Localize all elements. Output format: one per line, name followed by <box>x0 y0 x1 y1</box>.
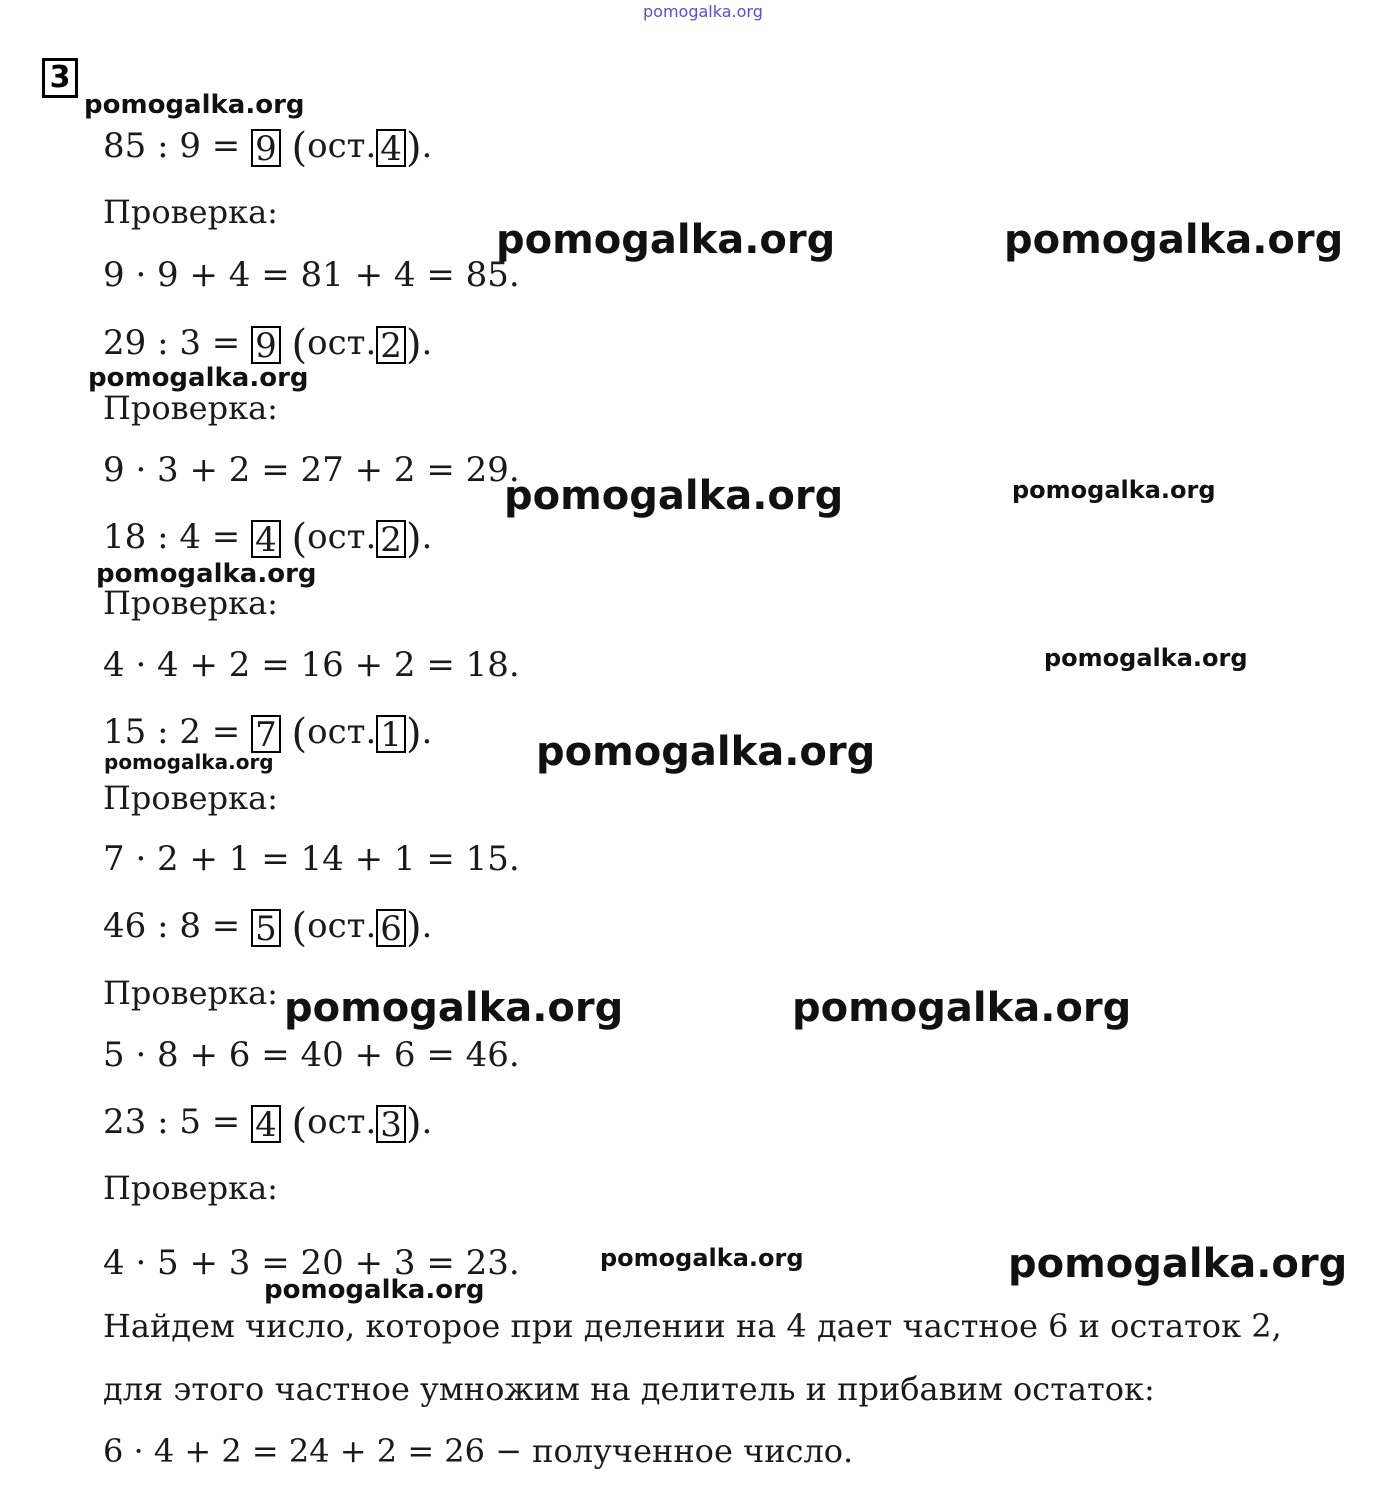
watermark: pomogalka.org <box>1044 644 1248 672</box>
remainder-box: 2 <box>376 520 406 558</box>
dividend: 85 <box>103 126 147 166</box>
quotient-box: 4 <box>251 520 281 558</box>
divisor: 4 <box>179 517 201 557</box>
divisor: 8 <box>179 906 201 946</box>
check-label-4: Проверка: <box>103 779 278 817</box>
remainder-label: ост. <box>307 712 377 752</box>
check-label-1: Проверка: <box>103 193 278 231</box>
quotient-box: 9 <box>251 129 281 167</box>
watermark: pomogalka.org <box>1012 476 1216 504</box>
task-number: 3 <box>42 58 78 98</box>
check-label-2: Проверка: <box>103 389 278 427</box>
dividend: 23 <box>103 1102 147 1142</box>
watermark: pomogalka.org <box>504 473 844 519</box>
watermark: pomogalka.org <box>496 217 836 263</box>
remainder-label: ост. <box>307 126 377 166</box>
watermark: pomogalka.org <box>1004 217 1344 263</box>
top-watermark: pomogalka.org <box>643 2 763 21</box>
division-line-2: 29 : 3 = 9 (ост. 2 ). <box>103 322 433 368</box>
remainder-box: 4 <box>376 129 406 167</box>
remainder-box: 6 <box>376 909 406 947</box>
check-expression-1: 9 · 9 + 4 = 81 + 4 = 85. <box>103 255 520 295</box>
division-line-4: 15 : 2 = 7 (ост. 1 ). <box>103 711 433 757</box>
watermark: pomogalka.org <box>284 985 624 1031</box>
dividend: 18 <box>103 517 147 557</box>
remainder-label: ост. <box>307 323 377 363</box>
remainder-box: 1 <box>376 715 406 753</box>
watermark: pomogalka.org <box>536 729 876 775</box>
remainder-box: 3 <box>376 1105 406 1143</box>
watermark: pomogalka.org <box>88 363 309 393</box>
divisor: 5 <box>179 1102 201 1142</box>
check-expression-4: 7 · 2 + 1 = 14 + 1 = 15. <box>103 839 520 879</box>
watermark: pomogalka.org <box>1008 1241 1348 1287</box>
quotient-box: 5 <box>251 909 281 947</box>
final-text-line-2: для этого частное умножим на делитель и прибавим остаток: <box>103 1370 1155 1408</box>
watermark: pomogalka.org <box>96 559 317 589</box>
remainder-box: 2 <box>376 326 406 364</box>
quotient-box: 4 <box>251 1105 281 1143</box>
final-text-line-1: Найдем число, которое при делении на 4 дает частное 6 и остаток 2, <box>103 1307 1282 1345</box>
dividend: 15 <box>103 712 147 752</box>
dividend: 46 <box>103 906 147 946</box>
check-label-6: Проверка: <box>103 1169 278 1207</box>
check-expression-6: 4 · 5 + 3 = 20 + 3 = 23. <box>103 1243 520 1283</box>
check-expression-3: 4 · 4 + 2 = 16 + 2 = 18. <box>103 645 520 685</box>
division-line-3: 18 : 4 = 4 (ост. 2 ). <box>103 516 433 562</box>
check-expression-2: 9 · 3 + 2 = 27 + 2 = 29. <box>103 450 520 490</box>
check-label-5: Проверка: <box>103 974 278 1012</box>
divisor: 3 <box>179 323 201 363</box>
watermark: pomogalka.org <box>84 90 305 120</box>
divisor: 2 <box>179 712 201 752</box>
check-expression-5: 5 · 8 + 6 = 40 + 6 = 46. <box>103 1035 520 1075</box>
division-line-6: 23 : 5 = 4 (ост. 3 ). <box>103 1101 433 1147</box>
watermark: pomogalka.org <box>104 750 274 774</box>
remainder-label: ост. <box>307 906 377 946</box>
remainder-label: ост. <box>307 1102 377 1142</box>
dividend: 29 <box>103 323 147 363</box>
division-line-1: 85 : 9 = 9 (ост. 4 ). <box>103 125 433 171</box>
final-text-line-3: 6 · 4 + 2 = 24 + 2 = 26 − полученное число. <box>103 1432 854 1470</box>
quotient-box: 7 <box>251 715 281 753</box>
watermark: pomogalka.org <box>600 1244 804 1272</box>
check-label-3: Проверка: <box>103 584 278 622</box>
divisor: 9 <box>179 126 201 166</box>
quotient-box: 9 <box>251 326 281 364</box>
division-line-5: 46 : 8 = 5 (ост. 6 ). <box>103 905 433 951</box>
watermark: pomogalka.org <box>264 1275 485 1305</box>
watermark: pomogalka.org <box>792 985 1132 1031</box>
remainder-label: ост. <box>307 517 377 557</box>
